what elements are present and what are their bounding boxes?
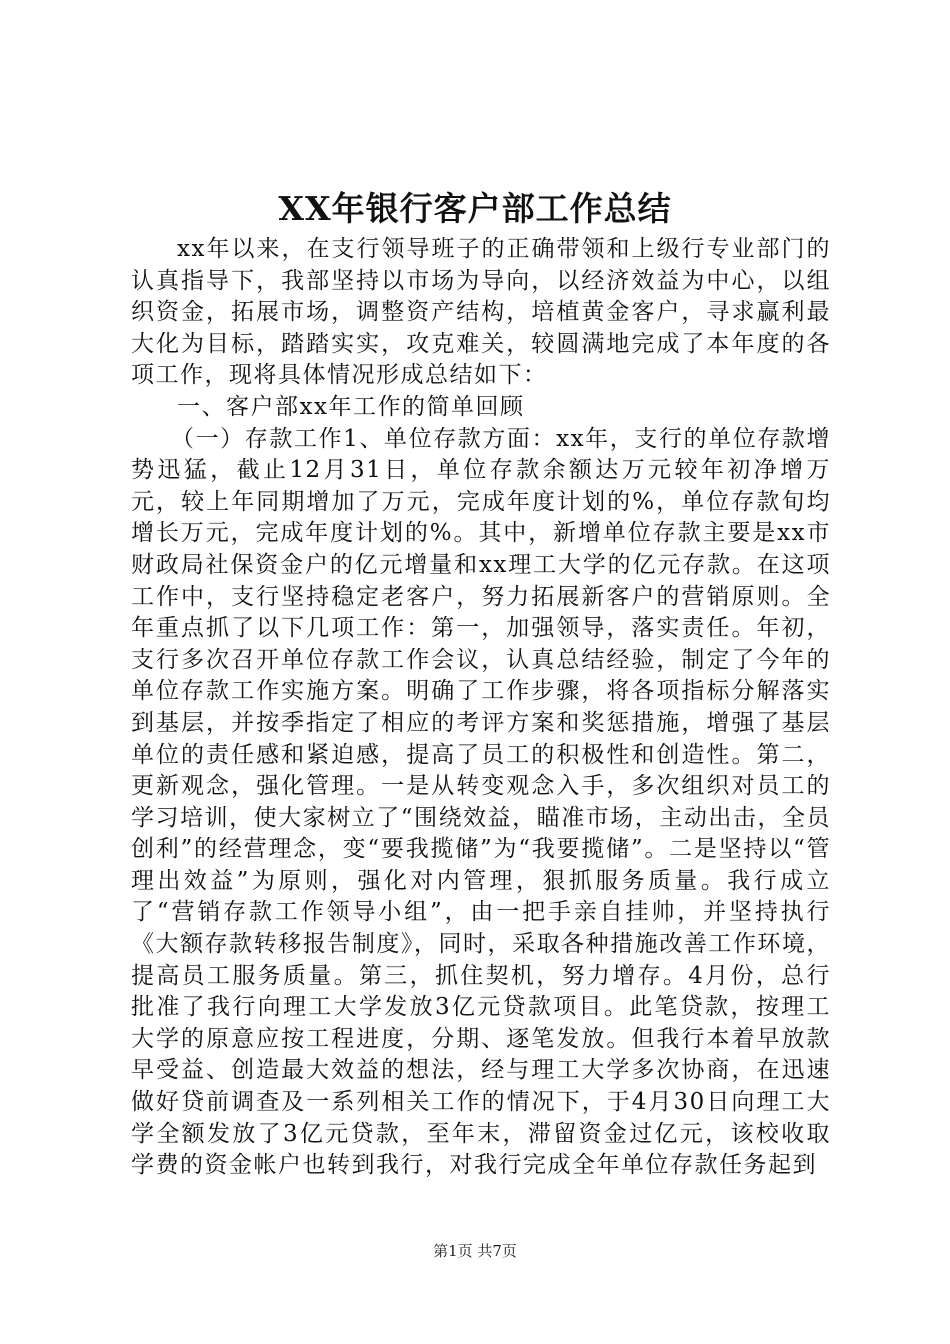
document-title: XX年银行客户部工作总结 [278, 189, 672, 228]
section-heading: 一、客户部xx年工作的简单回顾 [177, 393, 525, 420]
paragraph-intro: xx年以来，在支行领导班子的正确带领和上级行专业部门的认真指导下，我部坚持以市场为导向，以经济效益为中心，以组织资金，拓展市场，调整资产结构，培植黄金客户，寻求赢利最大化为目标，踏踏实实，攻克难关，较圆满地完成了本年度的各项工作，现将具体情况形成总结如下： [131, 236, 831, 389]
page-footer: 第1页 共7页 [433, 1242, 517, 1260]
document-body [131, 234, 831, 1182]
paragraph-deposit-work: （一）存款工作1、单位存款方面：xx年，支行的单位存款增势迅猛，截止12月31日，单位存款余额达万元较年初净增万元，较上年同期增加了万元，完成年度计划的%，单位存款旬均增长万元，完成年度计划的%。其中，新增单位存款主要是xx市财政局社保资金户的亿元增量和xx理工大学的亿元存款。在这项工作中，支行坚持稳定老客户，努力拓展新客户的营销原则。全年重点抓了以下几项工作：第一，加强领导，落实责任。年初，支行多次召开单位存款工作会议，认真总结经验，制定了今年的单位存款工作实施方案。明确了工作步骤，将各项指标分解落实到基层，并按季指定了相应的考评方案和奖惩措施，增强了基层单位的责任感和紧迫感，提高了员工的积极性和创造性。第二，更新观念，强化管理。一是从转变观念入手，多次组织对员工的学习培训，使大家树立了“围绕效益，瞄准市场，主动出击，全员创利”的经营理念，变“要我揽储”为“我要揽储”。二是坚持以“管理出效益”为原则，强化对内管理，狠抓服务质量。我行成立了“营销存款工作领导小组”，由一把手亲自挂帅，并坚持执行《大额存款转移报告制度》，同时，采取各种措施改善工作环境，提高员工服务质量。第三，抓住契机，努力增存。4月份，总行批准了我行向理工大学发放3亿元贷款项目。此笔贷款，按理工大学的原意应按工程进度，分期、逐笔发放。但我行本着早放款早受益、创造最大效益的想法，经与理工大学多次协商，在迅速做好贷前调查及一系列相关工作的情况下，于4月30日向理工大学全额发放了3亿元贷款，至年末，滞留资金过亿元，该校收取学费的资金帐户也转到我行，对我行完成全年单位存款任务起到 [131, 425, 831, 1179]
